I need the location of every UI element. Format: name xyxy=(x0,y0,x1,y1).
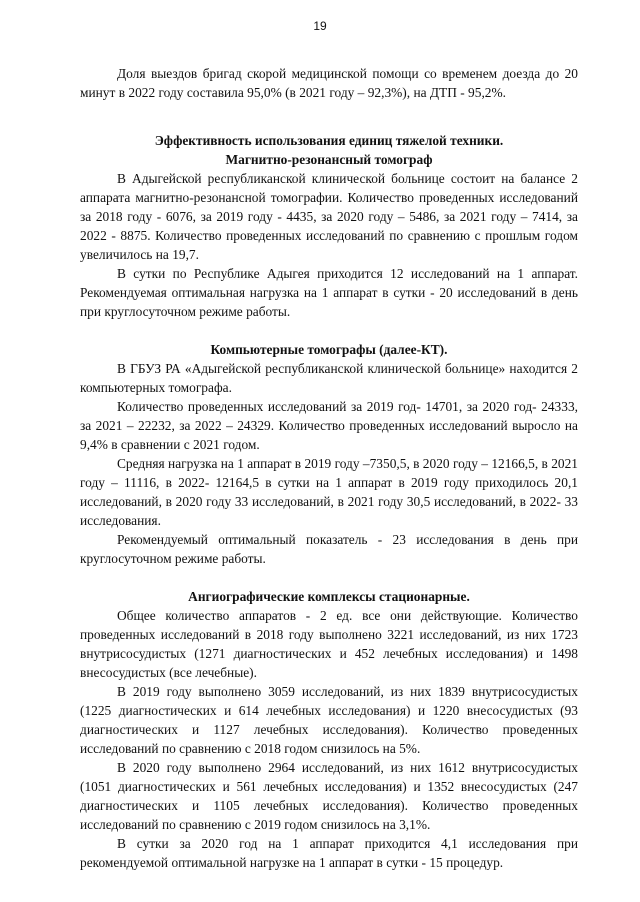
document-body xyxy=(80,64,578,872)
paragraph-angio-load: В сутки за 2020 год на 1 аппарат приходится 4,1 исследования при рекомендуемой оптимальной нагрузке на 1 аппарат в сутки - 15 процедур. xyxy=(80,836,578,870)
heading-heavy-equipment: Эффективность использования единиц тяжелой техники. xyxy=(154,133,504,148)
paragraph-mri-count: В Адыгейской республиканской клинической больнице состоит на балансе 2 аппарата магнитно-резонансной томографии. Количество проведенных исследований за 2018 году - 6076, за 2019 году - 4435, за 2020 году – 5486, за 2021 году – 7414, за 2022 - 8875. Количество проведенных исследований по сравнению с прошлым годом увеличилось на 19,7. xyxy=(80,171,578,262)
paragraph-mri-load: В сутки по Республике Адыгея приходится 12 исследований на 1 аппарат. Рекомендуемая оптимальная нагрузка на 1 аппарат в сутки - 20 исследований в день при круглосуточном режиме работы. xyxy=(80,266,578,319)
heading-ct: Компьютерные томографы (далее-КТ). xyxy=(210,342,448,357)
heading-angiography: Ангиографические комплексы стационарные. xyxy=(188,589,470,604)
paragraph-ct-load: Средняя нагрузка на 1 аппарат в 2019 году –7350,5, в 2020 году – 12166,5, в 2021 году – 11116, в 2022- 12164,5 в сутки на 1 аппарат в 2019 году приходилось 20,1 исследований, в 2020 году 33 исследований, в 2021 году 30,5 исследований, в 2022- 33 исследования. xyxy=(80,456,578,528)
paragraph-angio-2020: В 2020 году выполнено 2964 исследований, из них 1612 внутрисосудистых (1051 диагностических и 561 лечебных исследования) и 1352 внесосудистых (247 диагностических и 1105 лечебных исследования). Количество проведенных исследований по сравнению с 2019 годом снизилось на 3,1%. xyxy=(80,760,578,832)
page-number: 19 xyxy=(313,19,327,33)
paragraph-angio-2018: Общее количество аппаратов - 2 ед. все они действующие. Количество проведенных исследований в 2018 году выполнено 3221 исследований, из них 1723 внутрисосудистых (1271 диагностических и 452 лечебных исследования) и 1498 внесосудистых (все лечебные). xyxy=(80,608,578,680)
paragraph-response-time: Доля выездов бригад скорой медицинской помощи со временем доезда до 20 минут в 2022 году составила 95,0% (в 2021 году – 92,3%), на ДТП - 95,2%. xyxy=(80,66,578,100)
paragraph-angio-2019: В 2019 году выполнено 3059 исследований, из них 1839 внутрисосудистых (1225 диагностических и 614 лечебных исследования) и 1220 внесосудистых (93 диагностических и 1127 лечебных исследования). Количество проведенных исследований по сравнению с 2018 годом снизилось на 5%. xyxy=(80,684,578,756)
paragraph-ct-count: Количество проведенных исследований за 2019 год- 14701, за 2020 год- 24333, за 2021 – 22232, за 2022 – 24329. Количество проведенных исследований выросло на 9,4% в сравнении с 2021 годом. xyxy=(80,399,578,452)
paragraph-ct-units: В ГБУЗ РА «Адыгейской республиканской клинической больнице» находится 2 компьютерных томографа. xyxy=(80,361,578,395)
heading-mri: Магнитно-резонансный томограф xyxy=(225,152,433,167)
paragraph-ct-recommended: Рекомендуемый оптимальный показатель - 23 исследования в день при круглосуточном режиме работы. xyxy=(80,532,578,566)
